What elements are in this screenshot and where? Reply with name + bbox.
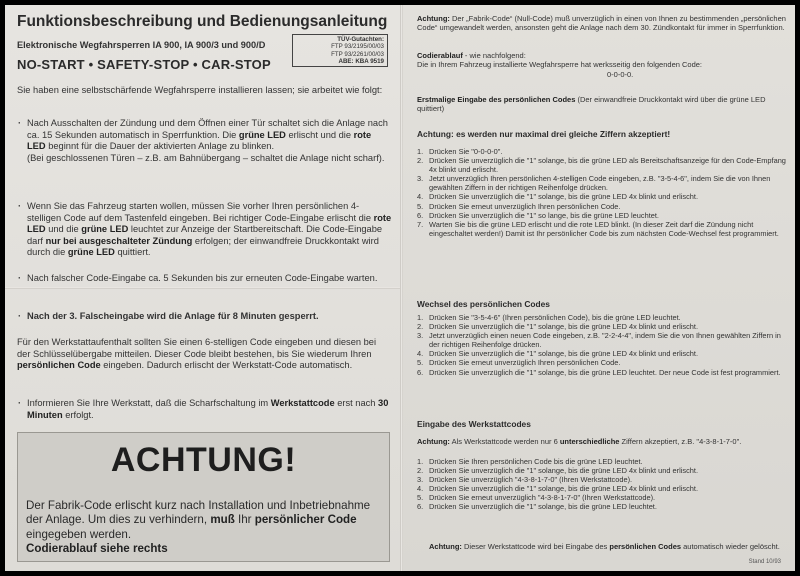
tuv-line: FTP 93/2195/00/03: [331, 43, 384, 51]
workshop-paragraph: Für den Werkstattaufenthalt sollten Sie einen 6-stelligen Code eingeben und diesen bei der Schlüsselübergabe mitteilen. Dieser Code bleibt bestehen, bis Sie wiederum Ihren persönlichen Code eingeben. Dadurch erlischt der Werkstatt-Code automatisch.: [17, 337, 377, 371]
factory-code-warning: Achtung: Der „Fabrik-Code“ (Null-Code) muß unverzüglich in einen von Ihnen zu bestimmenden „persönlichen Code“ umgewandelt werden, ansonsten geht die Anlage nach dem 30. Zündkontakt für immer in Sperrfunktion.: [417, 14, 786, 33]
version-stamp: Stand 10/93: [748, 559, 781, 565]
bullet-workshop-info: · Informieren Sie Ihre Werkstatt, daß die Scharfschaltung im Werkstattcode erst nach 30 Minuten erfolgt.: [17, 398, 392, 421]
tuv-line: TÜV-Gutachten:: [337, 36, 384, 43]
list-item: 3. Jetzt unverzüglich Ihren persönlichen 4-stelligen Code eingeben, z.B. "3-5-4-6", indem Sie die von Ihnen gewählten Ziffern in der richtigen Reihenfolge drücken.: [417, 174, 771, 193]
tuv-certificate-box: [292, 34, 388, 67]
code-change-heading: Wechsel des persönlichen Codes: [417, 299, 550, 309]
list-item: 5. Drücken Sie erneut unverzüglich Ihren persönlichen Code.: [417, 358, 621, 368]
list-item: 3. Drücken Sie unverzüglich "4-3-8-1-7-0" (Ihren Werkstattcode).: [417, 475, 633, 485]
document-photo: [5, 5, 795, 571]
coding-procedure-intro: Codierablauf - wie nachfolgend: Die in Ihrem Fahrzeug installierte Wegfahrsperre hat werksseitig den folgenden Code: 0-0-0-0.: [417, 51, 703, 79]
tuv-line: FTP 93/2261/00/03: [331, 50, 384, 58]
right-page: [403, 5, 795, 571]
digit-limit-warning: Achtung: es werden nur maximal drei gleiche Ziffern akzeptiert!: [417, 129, 671, 139]
doc-subtitle: Elektronische Wegfahrsperren IA 900, IA 900/3 und 900/D: [17, 40, 266, 50]
workshop-code-steps: [417, 457, 787, 512]
bullet-lockout: · Nach der 3. Falscheingabe wird die Anlage für 8 Minuten gesperrt.: [17, 311, 392, 323]
list-item: 5. Drücken Sie erneut unverzüglich "4-3-8-1-7-0" (Ihren Werkstattcode).: [417, 493, 656, 503]
achtung-text: Der Fabrik-Code erlischt kurz nach Installation und Inbetriebnahme der Anlage. Um dies zu verhindern, muß Ihr persönlicher Code eingegeben werden. Codierablauf siehe rechts: [26, 499, 371, 556]
paper-fold-horizontal: [5, 287, 400, 289]
achtung-box: [17, 432, 390, 562]
list-item: 2. Drücken Sie unverzüglich die "1" solange, bis die grüne LED als Bereitschaftsanzeige für den Code-Empfang 4x blinkt und erlischt.: [417, 156, 786, 175]
list-item: 3. Jetzt unverzüglich einen neuen Code eingeben, z.B. "2-2-4-4", indem Sie die von Ihnen gewählten Ziffern in der richtigen Reihenfolge drücken.: [417, 331, 781, 350]
intro-paragraph: Sie haben eine selbstschärfende Wegfahrsperre installieren lassen; sie arbeitet wie folgt:: [17, 85, 383, 95]
doc-title: Funktionsbeschreibung und Bedienungsanleitung: [17, 13, 388, 30]
list-item: 6. Drücken Sie unverzüglich die "1" solange, bis die grüne LED leuchtet.: [417, 502, 657, 512]
tuv-line: ABE: KBA 9519: [338, 58, 384, 66]
list-item: 6. Drücken Sie unverzüglich die "1" so lange, bis die grüne LED leuchtet.: [417, 210, 659, 220]
list-item: 7. Warten Sie bis die grüne LED erlischt und die rote LED blinkt. (In dieser Zeit darf die Zündung nicht eingeschaltet werden!) Damit ist Ihr persönlicher Code bis zum nächsten Code-Wechsel fest programmiert.: [417, 219, 779, 238]
achtung-heading: ACHTUNG!: [110, 441, 297, 479]
workshop-code-heading: Eingabe des Werkstattcodes: [417, 419, 531, 429]
bullet-lock-function: · Nach Ausschalten der Zündung und dem Öffnen einer Tür schaltet sich die Anlage nach ca. 15 Sekunden automatisch in Sperrfunktion. Die grüne LED erlischt und die rote LED beginnt für die Dauer der aktivierten Anlage zu blinken. (Bei geschlossenen Türen – z.B. am Bahnübergang – schaltet die Anlage nicht scharf).: [17, 118, 392, 164]
list-item: 2. Drücken Sie unverzüglich die "1" solange, bis die grüne LED 4x blinkt und erlischt.: [417, 322, 698, 332]
list-item: 5. Drücken Sie erneut unverzüglich Ihren persönlichen Code.: [417, 201, 621, 211]
bullet-start-code: · Wenn Sie das Fahrzeug starten wollen, müssen Sie vorher Ihren persönlichen 4-stelligen Code auf dem Tastenfeld eingeben. Bei richtiger Code-Eingabe erlischt die rote LED und die grüne LED leuchtet zur Anzeige der Startbereitschaft. Die Code-Eingabe darf nur bei ausgeschalteter Zündung erfolgen; der einwandfreie Druckkontakt wird durch die grüne LED quittiert.: [17, 201, 392, 259]
list-item: 4. Drücken Sie unverzüglich die "1" solange, bis die grüne LED 4x blinkt und erlischt.: [417, 192, 698, 202]
list-item: 1. Drücken Sie "3-5-4-6" (Ihren persönlichen Code), bis die grüne LED leuchtet.: [417, 313, 681, 322]
list-item: 1. Drücken Sie "0-0-0-0".: [417, 147, 503, 156]
list-item: 6. Drücken Sie unverzüglich die "1" solange, bis die grüne LED leuchtet. Der neue Code ist fest programmiert.: [417, 367, 781, 377]
code-change-steps: [417, 313, 787, 377]
workshop-code-final-note: Achtung: Dieser Werkstattcode wird bei Eingabe des persönlichen Codes automatisch wieder gelöscht.: [429, 542, 780, 551]
list-item: 4. Drücken Sie unverzüglich die "1" solange, bis die grüne LED 4x blinkt und erlischt.: [417, 349, 698, 359]
first-entry-steps: [417, 147, 787, 238]
bullet-wrong-code: · Nach falscher Code-Eingabe ca. 5 Sekunden bis zur erneuten Code-Eingabe warten.: [17, 273, 392, 285]
list-item: 4. Drücken Sie unverzüglich die "1" solange, bis die grüne LED 4x blinkt und erlischt.: [417, 484, 698, 494]
first-entry-heading: Erstmalige Eingabe des persönlichen Codes (Der einwandfreie Druckkontakt wird über die grüne LED quittiert): [417, 95, 766, 114]
list-item: 2. Drücken Sie unverzüglich die "1" solange, bis die grüne LED 4x blinkt und erlischt.: [417, 466, 698, 476]
list-item: 1. Drücken Sie Ihren persönlichen Code bis die grüne LED leuchtet.: [417, 457, 643, 466]
workshop-code-warning: Achtung: Als Werkstattcode werden nur 6 unterschiedliche Ziffern akzeptiert, z.B. "4-3-8-1-7-0".: [417, 437, 742, 446]
product-slogan: NO-START • SAFETY-STOP • CAR-STOP: [17, 57, 271, 72]
